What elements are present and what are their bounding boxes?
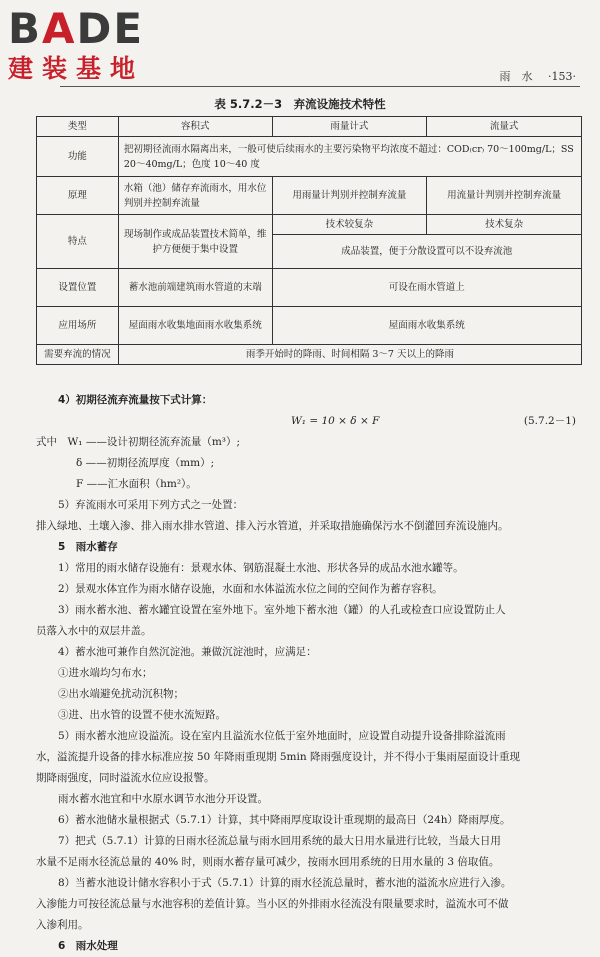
section-heading: 6 雨水处理 bbox=[58, 940, 118, 952]
definition: δ ——初期径流厚度（mm）; bbox=[76, 457, 215, 469]
table-cell: 屋面雨水收集地面雨水收集系统 bbox=[118, 307, 272, 345]
formula bbox=[36, 411, 582, 432]
table-cell: 蓄水池前端建筑雨水管道的末端 bbox=[118, 269, 272, 307]
formula-expression: W₁ = 10 × δ × F bbox=[291, 415, 380, 427]
paragraph: 水，溢流提升设备的排水标准应按 50 年降雨重现期 5min 降雨强度设计，并不得小于集雨屋面设计重现 bbox=[36, 751, 520, 763]
paragraph: 2）景观水体宜作为雨水储存设施，水面和水体溢流水位之间的空间作为蓄存容积。 bbox=[58, 583, 443, 595]
definition: F ——汇水面积（hm²）。 bbox=[76, 478, 197, 490]
definition: 式中 W₁ ——设计初期径流弃流量（m³）; bbox=[36, 436, 241, 448]
paragraph: 5）弃流雨水可采用下列方式之一处置： bbox=[58, 499, 244, 511]
header-cell: 雨量计式 bbox=[272, 117, 427, 137]
paragraph: 3）雨水蓄水池、蓄水罐宜设置在室外地下。室外地下蓄水池（罐）的人孔或检查口应设置防止人 bbox=[58, 604, 506, 616]
paragraph: 雨水蓄水池宜和中水原水调节水池分开设置。 bbox=[58, 793, 268, 805]
list-item: ②出水端避免扰动沉积物； bbox=[58, 688, 184, 700]
formula-number: (5.7.2－1) bbox=[523, 415, 576, 427]
table-cell: 技术复杂 bbox=[427, 215, 582, 235]
row-label: 设置位置 bbox=[37, 269, 119, 307]
spec-table bbox=[36, 116, 582, 365]
running-head bbox=[488, 68, 577, 84]
header-cell: 容积式 bbox=[118, 117, 272, 137]
page-number: ·153· bbox=[548, 70, 576, 83]
paragraph: 5）雨水蓄水池应设溢流。设在室内且溢流水位低于室外地面时，应设置自动提升设备排除溢流雨 bbox=[58, 730, 506, 742]
header-cell: 类型 bbox=[37, 117, 119, 137]
section-title: 雨 水 bbox=[499, 70, 533, 83]
row-label: 原理 bbox=[37, 177, 119, 215]
table-row bbox=[37, 177, 582, 215]
table-cell: 现场制作或成品装置技术简单，维护方便便于集中设置 bbox=[118, 215, 272, 269]
row-label: 需要弃流的情况 bbox=[37, 345, 119, 365]
paragraph: 期降雨强度，同时溢流水位应设报警。 bbox=[36, 772, 215, 784]
logo-wordmark: BADE bbox=[8, 4, 145, 53]
header-rule bbox=[60, 86, 580, 87]
paragraph: 入渗利用。 bbox=[36, 919, 89, 931]
table-row bbox=[37, 137, 582, 177]
paragraph: 4）初期径流弃流量按下式计算： bbox=[58, 394, 213, 406]
table-cell: 可设在雨水管道上 bbox=[272, 269, 581, 307]
paragraph: 水量不足雨水径流总量的 40% 时，则雨水蓄存量可减少，按雨水回用系统的日用水量的 3 倍取值。 bbox=[36, 856, 500, 868]
list-item: ③进、出水管的设置不使水流短路。 bbox=[58, 709, 226, 721]
paragraph: 排入绿地、土壤入渗、排入雨水排水管道、排入污水管道，并采取措施确保污水不倒灌回弃流设施内。 bbox=[36, 520, 509, 532]
paragraph: 4）蓄水池可兼作自然沉淀池。兼做沉淀池时，应满足： bbox=[58, 646, 317, 658]
header-cell: 流量式 bbox=[427, 117, 582, 137]
logo bbox=[8, 4, 145, 84]
paragraph: 1）常用的雨水储存设施有：景观水体、钢筋混凝土水池、形状各异的成品水池水罐等。 bbox=[58, 562, 464, 574]
body-text bbox=[36, 390, 582, 957]
table-row bbox=[37, 269, 582, 307]
paragraph: 6）蓄水池储水量根据式（5.7.1）计算，其中降雨厚度取设计重现期的最高日（24h）降雨厚度。 bbox=[58, 814, 511, 826]
table-cell: 雨季开始时的降雨、时间相隔 3～7 天以上的降雨 bbox=[118, 345, 581, 365]
row-label: 特点 bbox=[37, 215, 119, 269]
table-row bbox=[37, 307, 582, 345]
logo-subtitle: 建装基地 bbox=[8, 54, 145, 83]
section-heading: 5 雨水蓄存 bbox=[58, 541, 118, 553]
row-label: 功能 bbox=[37, 137, 119, 177]
table-cell: 屋面雨水收集系统 bbox=[272, 307, 581, 345]
paragraph: 入渗能力可按径流总量与水池容积的差值计算。当小区的外排雨水径流没有限量要求时，溢流水可不做 bbox=[36, 898, 509, 910]
row-label: 应用场所 bbox=[37, 307, 119, 345]
paragraph: 8）当蓄水池设计储水容积小于式（5.7.1）计算的雨水径流总量时，蓄水池的溢流水应进行入渗。 bbox=[58, 877, 512, 889]
table-cell: 把初期径流雨水隔离出来，一般可使后续雨水的主要污染物平均浓度不超过：COD₍cr₎ 70～100mg/L；SS 20～40mg/L；色度 10～40 度 bbox=[118, 137, 581, 177]
table-cell: 技术较复杂 bbox=[272, 215, 427, 235]
table-row bbox=[37, 215, 582, 235]
table-cell: 用雨量计判别并控制弃流量 bbox=[272, 177, 427, 215]
table-cell: 水箱（池）储存弃流雨水，用水位判别并控制弃流量 bbox=[118, 177, 272, 215]
paragraph: 7）把式（5.7.1）计算的日雨水径流总量与雨水回用系统的最大日用水量进行比较，当最大日用 bbox=[58, 835, 501, 847]
table-header-row bbox=[37, 117, 582, 137]
paragraph: 员落入水中的双层井盖。 bbox=[36, 625, 152, 637]
table-row bbox=[37, 345, 582, 365]
table-cell: 成品装置，便于分散设置可以不设弃流池 bbox=[272, 235, 581, 269]
list-item: ①进水端均匀布水； bbox=[58, 667, 153, 679]
table-title: 表 5.7.2－3 弃流设施技术特性 bbox=[214, 97, 386, 111]
table-cell: 用流量计判别并控制弃流量 bbox=[427, 177, 582, 215]
